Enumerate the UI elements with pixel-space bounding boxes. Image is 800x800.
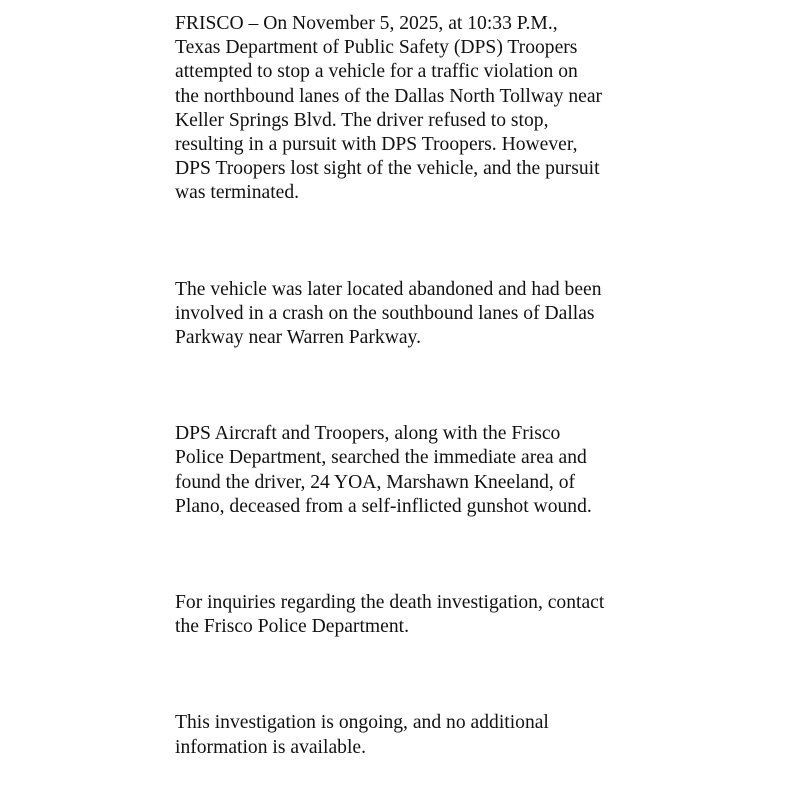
press-release-body [175,12,645,760]
paragraph-inquiries: For inquiries regarding the death investigation, contact the Frisco Police Department. [175,592,605,638]
paragraph-status: This investigation is ongoing, and no additional information is available. [175,712,549,758]
paragraph-incident: FRISCO – On November 5, 2025, at 10:33 P.M., Texas Department of Public Safety (DPS) Troopers attempted to stop a vehicle for a traffic violation on the northbound lanes of the Dallas North Tollway near Keller Springs Blvd. The driver refused to stop, resulting in a pursuit with DPS Troopers. However, DPS Troopers lost sight of the vehicle, and the pursuit was terminated. [175,13,603,204]
paragraph-vehicle-found: The vehicle was later located abandoned and had been involved in a crash on the southbound lanes of Dallas Parkway near Warren Parkway. [175,278,602,349]
paragraph-driver-found: DPS Aircraft and Troopers, along with the Frisco Police Department, searched the immediate area and found the driver, 24 YOA, Marshawn Kneeland, of Plano, deceased from a self-inflicted gunshot wound. [175,423,592,517]
